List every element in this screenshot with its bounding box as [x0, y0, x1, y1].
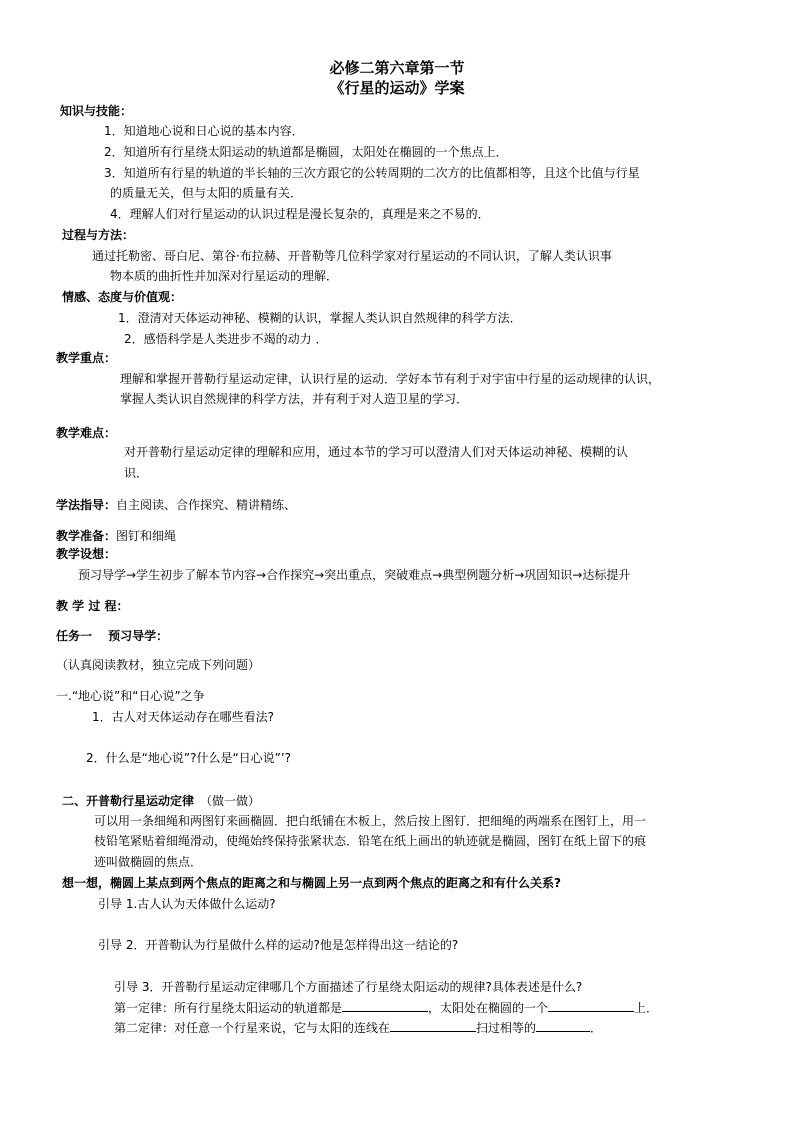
key-point-line-2: 掌握人类认识自然规律的科学方法，并有利于对人造卫星的学习． [120, 392, 469, 406]
study-guide-text: 自主阅读、合作探究、精讲精练、 [116, 498, 297, 512]
prep-heading: 教学准备： [56, 529, 117, 543]
law2-blank-time[interactable] [390, 1019, 476, 1032]
design-text: 预习导学→学生初步了解本节内容→合作探究→突出重点，突破难点→典型例题分析→巩固知识→达标提升 [78, 568, 631, 582]
law2-text-a: 第二定律：对任意一个行星来说，它与太阳的连线在 [114, 1021, 391, 1035]
prep-line [56, 528, 176, 544]
section2-heading: 二、开普勒行星运动定律 [62, 794, 195, 808]
law1-text-c: 上． [634, 1001, 659, 1015]
knowledge-item-1: 1．知道地心说和日心说的基本内容． [104, 124, 304, 138]
law2-line [114, 1019, 602, 1036]
design-heading: 教学设想： [56, 547, 117, 561]
attitude-item-2: 2．感悟科学是人类进步不竭的动力 ． [124, 332, 328, 346]
law1-text-a: 第一定律：所有行星绕太阳运动的轨道都是 [114, 1001, 343, 1015]
section1-heading: 一.“地心说”和“日心说”之争 [56, 689, 205, 703]
task1-heading: 任务一 预习导学： [56, 629, 169, 643]
knowledge-item-3-line2: 的质量无关，但与太阳的质量有关． [110, 186, 303, 200]
process-line-2: 物本质的曲折性并加深对行星运动的理解． [110, 269, 339, 283]
key-point-heading: 教学重点： [56, 351, 117, 365]
law1-line [114, 999, 658, 1016]
process-heading: 过程与方法： [62, 228, 135, 242]
section1-question-2: 2．什么是“地心说”?什么是“日心说”’? [86, 751, 292, 765]
section2-paragraph-line1: 可以用一条细绳和两图钉来画椭圆．把白纸铺在木板上，然后按上图钉．把细绳的两端系在图钉上，用一 [94, 814, 647, 828]
task1-instruction: （认真阅读教材，独立完成下列问题） [56, 658, 261, 672]
law2-text-b: 扫过相等的 [476, 1021, 537, 1035]
knowledge-item-3-line1: 3．知道所有行星的轨道的半长轴的三次方跟它的公转周期的二次方的比值都相等，且这个比值与行星 [104, 166, 640, 180]
process-line-1: 通过托勒密、哥白尼、第谷·布拉赫、开普勒等几位科学家对行星运动的不同认识，了解人类认识事 [92, 249, 612, 263]
prep-text: 图钉和细绳 [116, 529, 177, 543]
law2-blank-area[interactable] [536, 1019, 590, 1032]
law1-text-b: ，太阳处在椭圆的一个 [428, 1001, 549, 1015]
knowledge-item-4: 4．理解人们对行星运动的认识过程是漫长复杂的，真理是来之不易的． [110, 207, 490, 221]
study-guide-heading: 学法指导： [56, 498, 117, 512]
document-title-line2: 《行星的运动》学案 [329, 79, 465, 97]
law2-text-c: ． [590, 1021, 603, 1035]
section2-paragraph-line2: 枝铅笔紧贴着细绳滑动，使绳始终保持张紧状态．铅笔在纸上画出的轨迹就是椭圆，图钉在纸上留下的痕 [94, 834, 647, 848]
knowledge-item-2: 2．知道所有行星绕太阳运动的轨道都是椭圆，太阳处在椭圆的一个焦点上． [104, 145, 508, 159]
difficulty-line-1: 对开普勒行星运动定律的理解和应用，通过本节的学习可以澄清人们对天体运动神秘、模糊的认 [124, 445, 629, 459]
law1-blank-orbit[interactable] [342, 999, 428, 1012]
section2-guide-2: 引导 2．开普勒认为行星做什么样的运动?他是怎样得出这一结论的? [98, 938, 459, 952]
section2-guide-3: 引导 3．开普勒行星运动定律哪几个方面描述了行星绕太阳运动的规律?具体表述是什么? [114, 980, 583, 994]
section1-question-1: 1．古人对天体运动存在哪些看法? [92, 710, 275, 724]
section2-heading-line [62, 793, 260, 809]
section2-paragraph-line3: 迹叫做椭圆的焦点． [94, 855, 203, 869]
study-guide-line [56, 497, 296, 513]
teaching-process-heading: 教 学 过 程： [56, 599, 129, 613]
attitude-item-1: 1．澄清对天体运动神秘、模糊的认识，掌握人类认识自然规律的科学方法． [118, 311, 522, 325]
law1-blank-focus[interactable] [548, 999, 634, 1012]
knowledge-heading: 知识与技能： [60, 104, 133, 118]
section2-guide-1: 引导 1.古人认为天体做什么运动? [98, 897, 276, 911]
difficulty-line-2: 识． [124, 466, 149, 480]
document-title-line1: 必修二第六章第一节 [329, 59, 465, 77]
attitude-heading: 情感、态度与价值观： [62, 290, 183, 304]
difficulty-heading: 教学难点： [56, 426, 117, 440]
section2-think-question: 想一想，椭圆上某点到两个焦点的距离之和与椭圆上另一点到两个焦点的距离之和有什么关系? [62, 876, 561, 890]
section2-heading-suffix: （做一做） [200, 794, 261, 808]
key-point-line-1: 理解和掌握开普勒行星运动定律，认识行星的运动．学好本节有利于对宇宙中行星的运动规律的认识， [120, 372, 661, 386]
